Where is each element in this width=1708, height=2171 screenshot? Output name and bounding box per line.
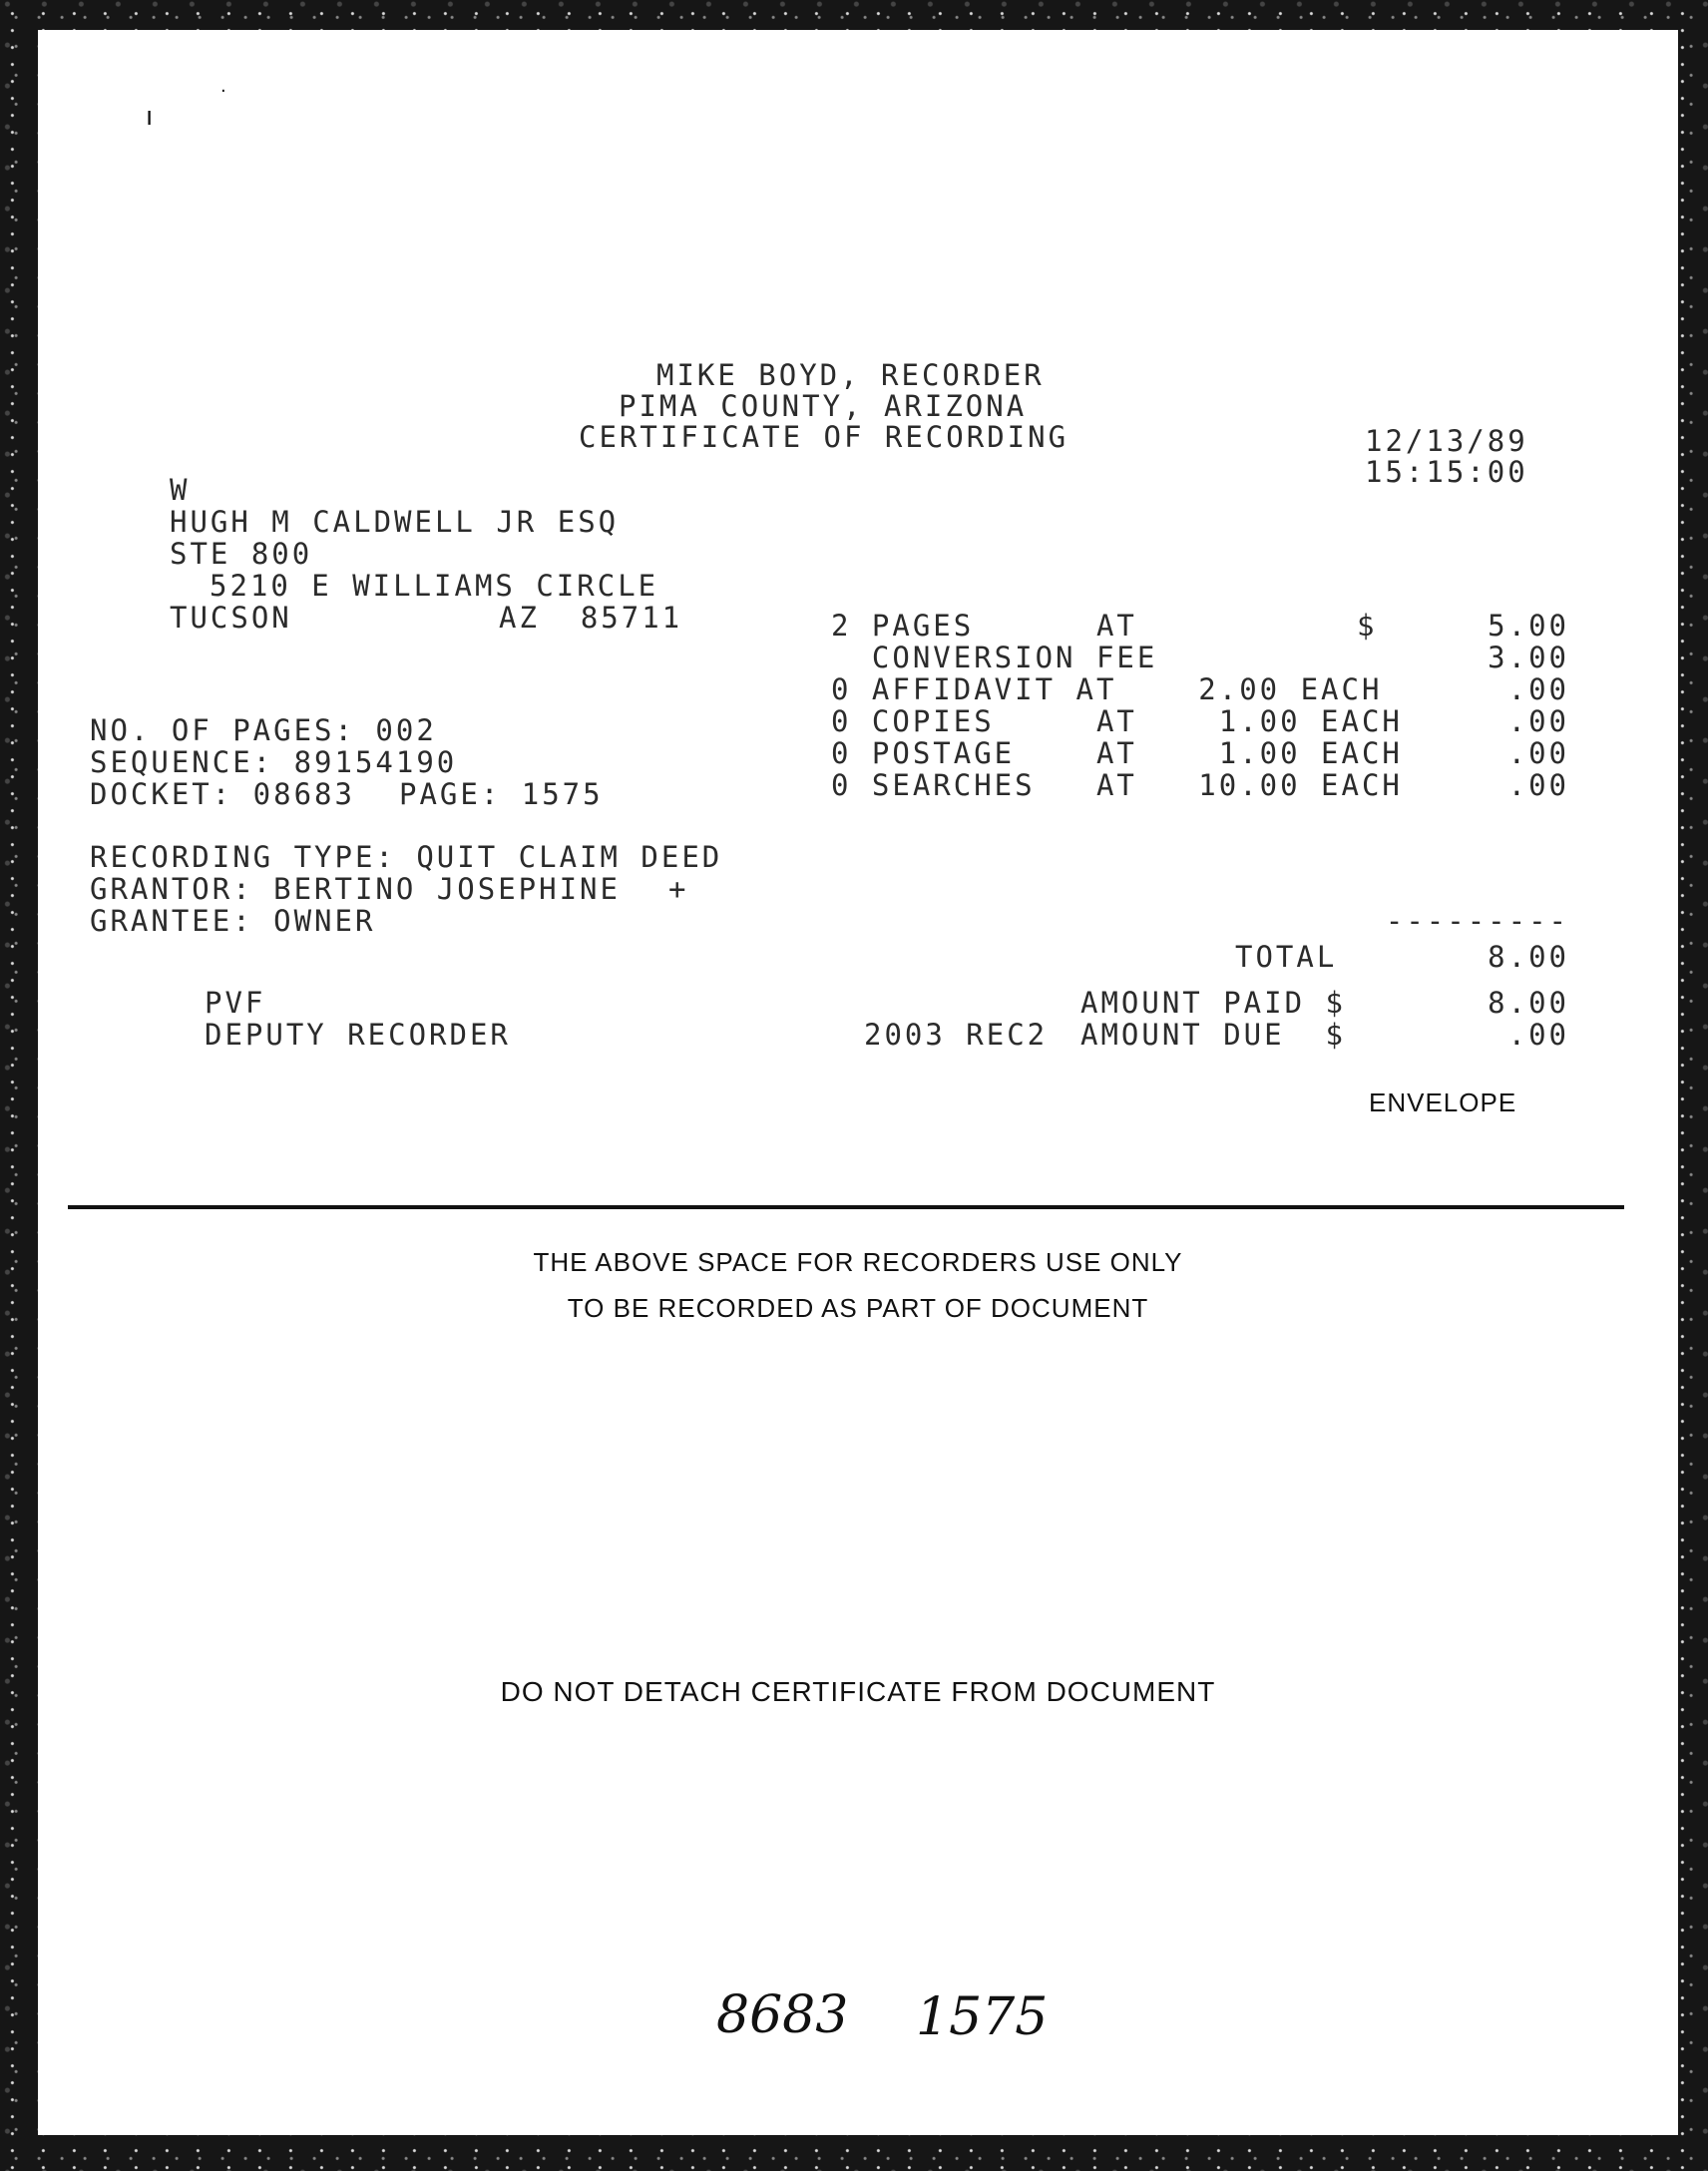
fee-line-copies: 0 COPIES AT 1.00 EACH [831, 704, 1403, 738]
register-code: 2003 REC2 [864, 1018, 1049, 1052]
fee-amount: .00 [1507, 672, 1569, 706]
total-label: TOTAL [1235, 940, 1338, 974]
handwritten-docket: 8683 [716, 1985, 849, 2045]
address-city: TUCSON [170, 601, 292, 635]
recording-time: 15:15:00 [1365, 455, 1528, 489]
fee-amount: 3.00 [1488, 641, 1569, 674]
grantor: GRANTOR: BERTINO JOSEPHINE [90, 872, 621, 906]
fee-amount: .00 [1507, 704, 1569, 738]
recording-date: 12/13/89 [1365, 424, 1528, 458]
fee-line-searches: 0 SEARCHES AT 10.00 EACH [831, 768, 1403, 802]
amount-paid: 8.00 [1488, 986, 1569, 1020]
fee-line-affidavit: 0 AFFIDAVIT AT 2.00 EACH [831, 672, 1383, 706]
envelope-label: ENVELOPE [1369, 1087, 1517, 1117]
amount-due: .00 [1507, 1018, 1569, 1052]
certificate-title: CERTIFICATE OF RECORDING [579, 420, 1069, 454]
fee-currency: $ [1357, 609, 1378, 643]
do-not-detach-notice: DO NOT DETACH CERTIFICATE FROM DOCUMENT [500, 1676, 1216, 1707]
fee-amount: .00 [1507, 736, 1569, 770]
address-code: W [170, 473, 191, 507]
stray-mark: ı [146, 102, 154, 132]
fee-line-conversion: CONVERSION FEE [831, 641, 1158, 674]
grantee: GRANTEE: OWNER [90, 904, 376, 938]
recorder-name: MIKE BOYD, RECORDER [656, 358, 1045, 392]
fee-amount: .00 [1507, 768, 1569, 802]
amount-due-label: AMOUNT DUE $ [1080, 1018, 1346, 1052]
address-name: HUGH M CALDWELL JR ESQ [170, 505, 620, 539]
address-state-zip: AZ 85711 [499, 601, 683, 635]
amount-paid-label: AMOUNT PAID $ [1080, 986, 1346, 1020]
certificate-page [38, 30, 1678, 2135]
fee-amount: 5.00 [1488, 609, 1569, 643]
docket-number: DOCKET: 08683 [90, 777, 355, 811]
number-of-pages: NO. OF PAGES: 002 [90, 713, 437, 747]
clerk-initials: PVF [205, 986, 266, 1020]
fee-line-postage: 0 POSTAGE AT 1.00 EACH [831, 736, 1403, 770]
total-rule: --------- [1385, 904, 1569, 938]
address-suite: STE 800 [170, 537, 313, 571]
total-amount: 8.00 [1488, 940, 1569, 974]
docket-page: PAGE: 1575 [399, 777, 604, 811]
clerk-title: DEPUTY RECORDER [205, 1018, 511, 1052]
recorder-space-notice: THE ABOVE SPACE FOR RECORDERS USE ONLY [533, 1247, 1183, 1277]
county-name: PIMA COUNTY, ARIZONA [619, 389, 1028, 423]
divider-line [68, 1205, 1624, 1209]
address-street: 5210 E WILLIAMS CIRCLE [210, 569, 659, 603]
fee-line-pages: 2 PAGES AT [831, 609, 1137, 643]
sequence-number: SEQUENCE: 89154190 [90, 745, 458, 779]
recording-type: RECORDING TYPE: QUIT CLAIM DEED [90, 840, 723, 874]
handwritten-page: 1575 [916, 1987, 1049, 2047]
recorded-part-notice: TO BE RECORDED AS PART OF DOCUMENT [567, 1293, 1149, 1323]
grantor-plus: + [668, 872, 689, 906]
stray-mark: . [220, 76, 226, 97]
